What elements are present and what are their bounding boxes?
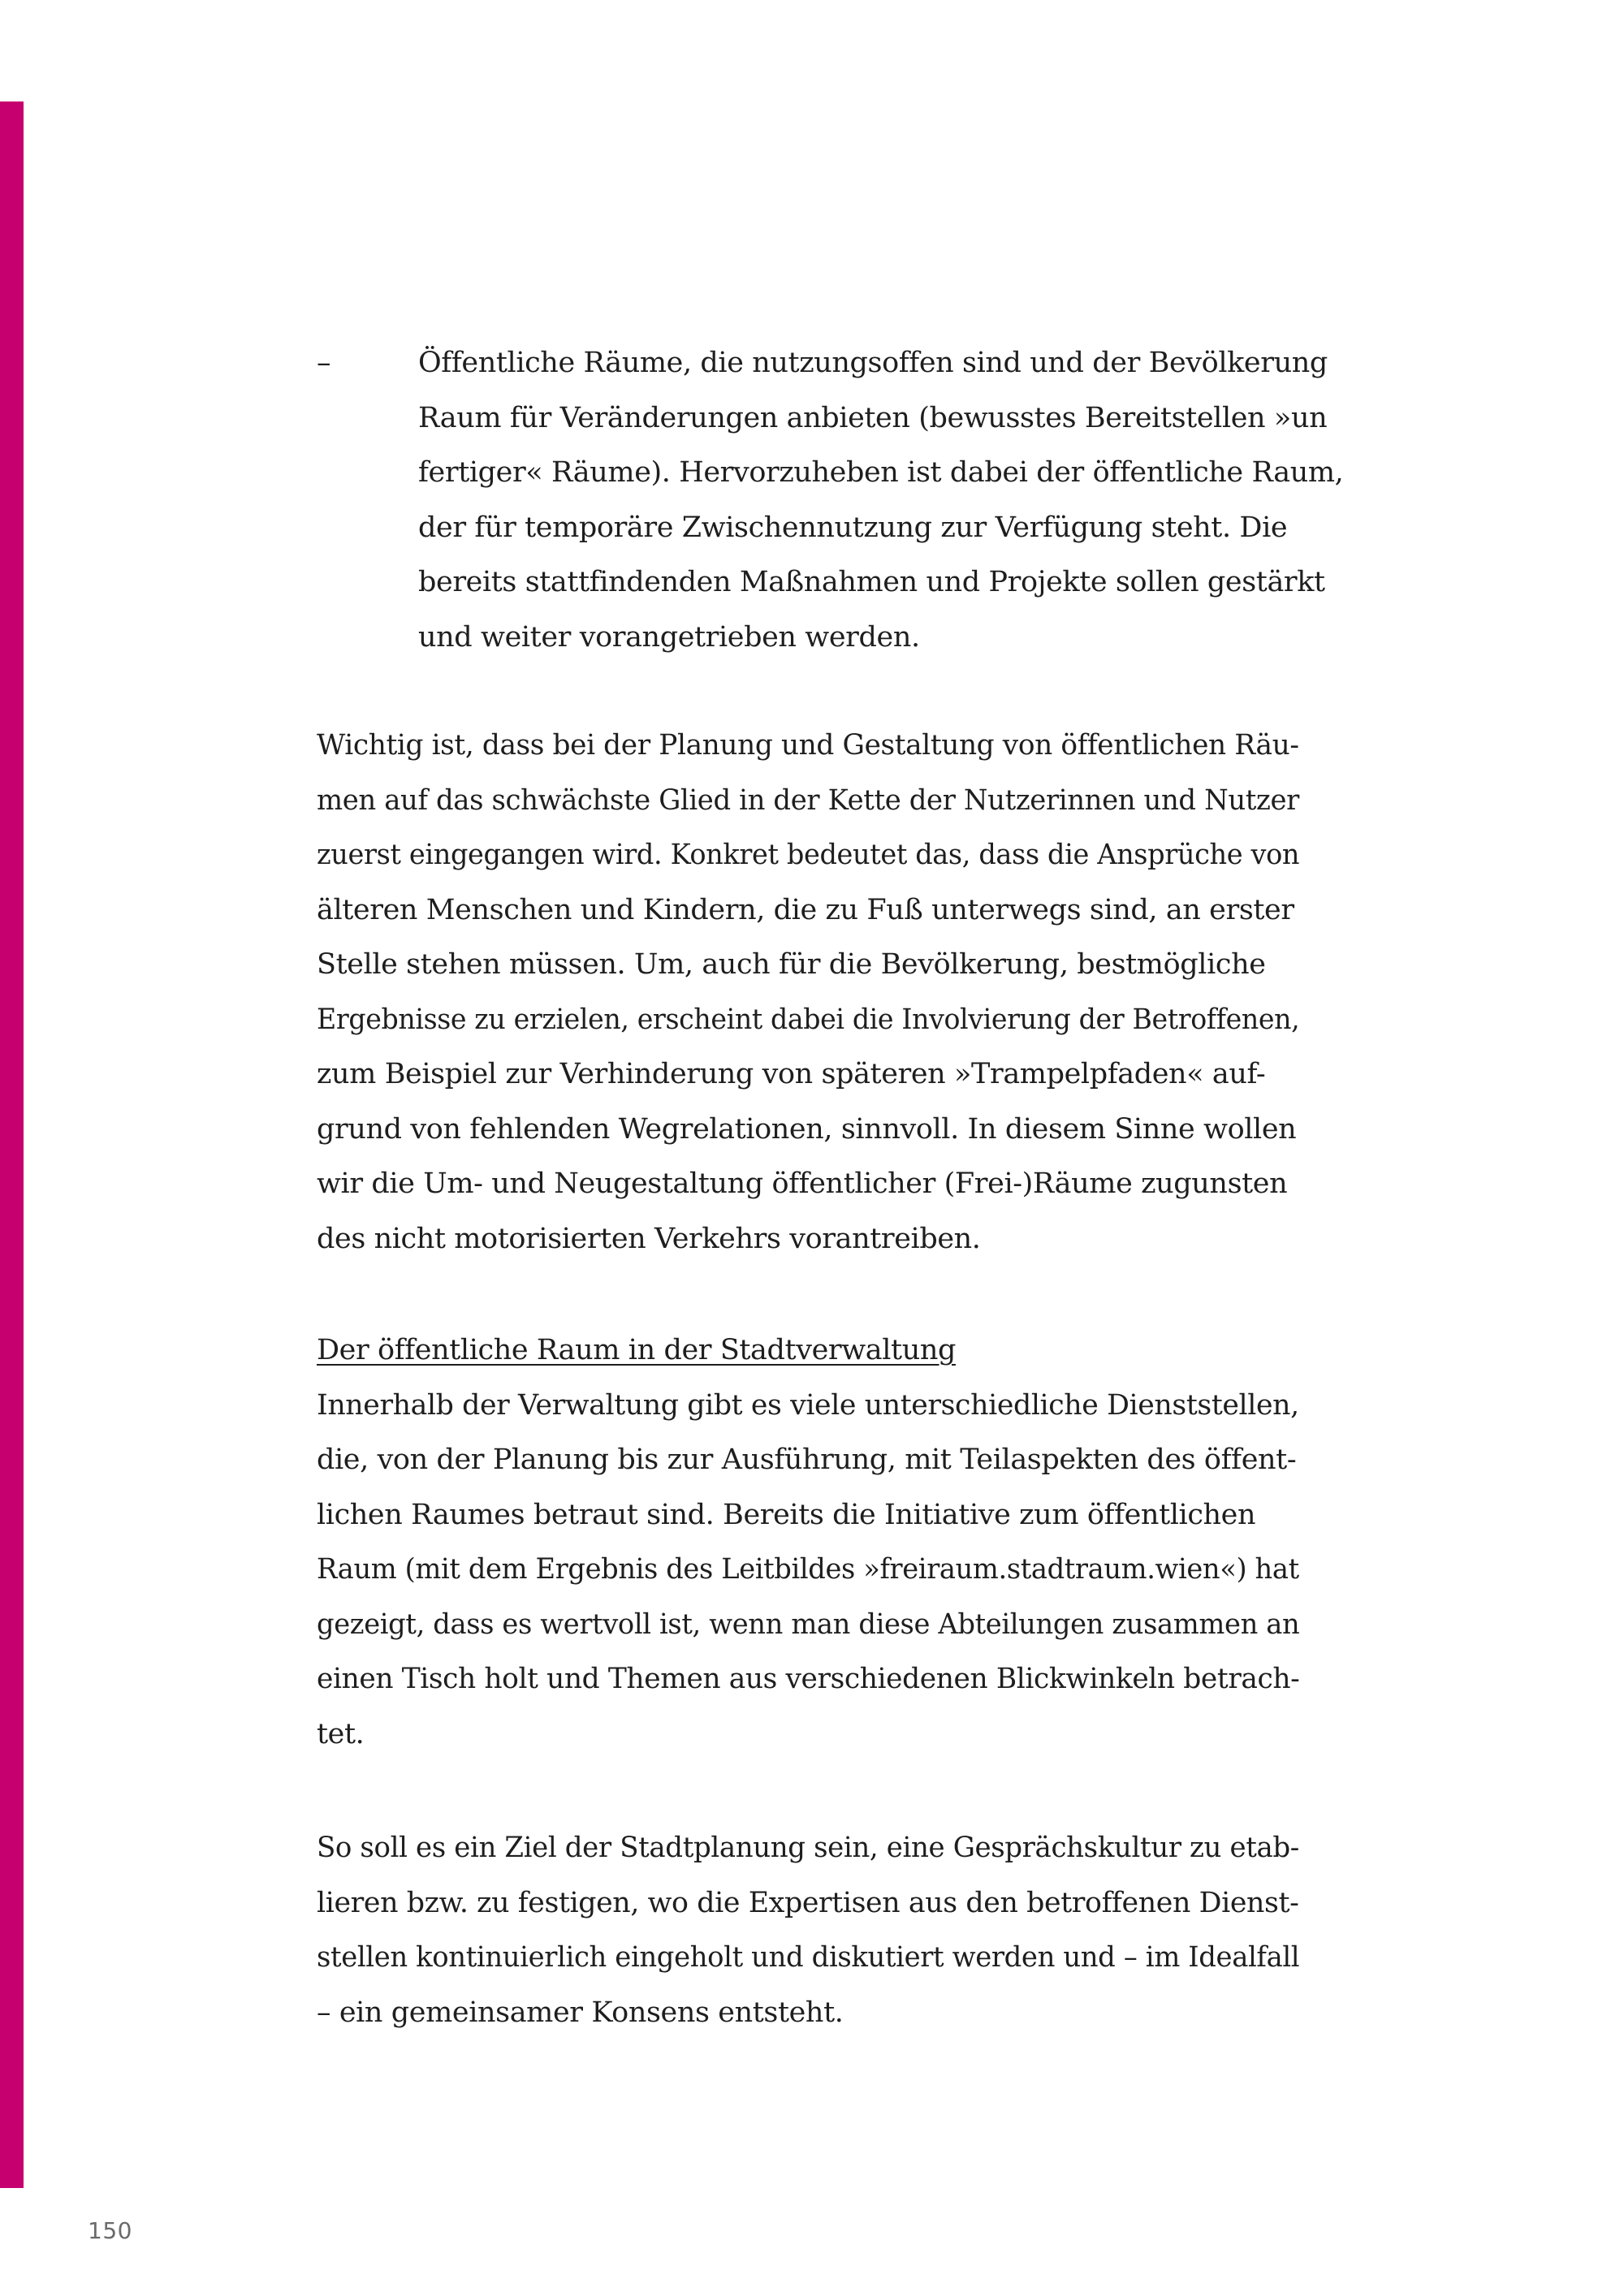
text-line: bereits stattfindenden Maßnahmen und Projekte sollen gestärkt: [418, 566, 1325, 598]
text-line: fertiger« Räume). Hervorzuheben ist dabei der öffentliche Raum,: [418, 456, 1344, 489]
text-line: Innerhalb der Verwaltung gibt es viele unterschiedliche Dienststellen,: [317, 1388, 1299, 1422]
text-line: der für temporäre Zwischennutzung zur Verfügung steht. Die: [418, 511, 1288, 544]
text-line: Wichtig ist, dass bei der Planung und Gestaltung von öffentlichen Räu-: [317, 729, 1299, 762]
text-line: zum Beispiel zur Verhinderung von späteren »Trampelpfaden« auf-: [317, 1058, 1266, 1090]
text-line: Stelle stehen müssen. Um, auch für die Bevölkerung, bestmögliche: [317, 948, 1266, 981]
text-line: die, von der Planung bis zur Ausführung, mit Teilaspekten des öffent-: [317, 1444, 1297, 1476]
text-line: stellen kontinuierlich eingeholt und diskutiert werden und – im Idealfall: [317, 1941, 1300, 1974]
bullet-text: [418, 336, 1343, 665]
text-line: und weiter vorangetrieben werden.: [418, 620, 920, 654]
text-line: – ein gemeinsamer Konsens entsteht.: [317, 1996, 844, 2029]
text-line: gezeigt, dass es wertvoll ist, wenn man diese Abteilungen zusammen an: [317, 1608, 1300, 1641]
text-line: lieren bzw. zu festigen, wo die Expertisen aus den betroffenen Dienst-: [317, 1886, 1299, 1919]
accent-sidebar: [0, 101, 24, 2188]
bullet-marker: –: [317, 347, 331, 379]
text-line: So soll es ein Ziel der Stadtplanung sein, eine Gesprächskultur zu etab-: [317, 1832, 1299, 1864]
text-line: des nicht motorisierten Verkehrs vorantreiben.: [317, 1222, 981, 1255]
text-line: Raum (mit dem Ergebnis des Leitbildes »freiraum.stadtraum.wien«) hat: [317, 1553, 1299, 1586]
paragraph-dialogue: [317, 1821, 1299, 2040]
section-heading: Der öffentliche Raum in der Stadtverwaltung: [317, 1334, 956, 1366]
section-administration: [317, 1323, 1299, 1762]
text-line: wir die Um- und Neugestaltung öffentlicher (Frei-)Räume zugunsten: [317, 1167, 1288, 1200]
text-line: lichen Raumes betraut sind. Bereits die Initiative zum öffentlichen: [317, 1498, 1256, 1531]
text-line: men auf das schwächste Glied in der Kette der Nutzerinnen und Nutzer: [317, 783, 1299, 817]
paragraph-planning: [317, 719, 1299, 1267]
text-line: Ergebnisse zu erzielen, erscheint dabei die Involvierung der Betroffenen,: [317, 1003, 1300, 1036]
text-line: zuerst eingegangen wird. Konkret bedeutet das, dass die Ansprüche von: [317, 839, 1300, 871]
page-number: 150: [88, 2217, 132, 2244]
text-line: Öffentliche Räume, die nutzungsoffen sind und der Bevölkerung: [418, 347, 1328, 379]
text-line: einen Tisch holt und Themen aus verschiedenen Blickwinkeln betrach-: [317, 1663, 1300, 1695]
text-line: grund von fehlenden Wegrelationen, sinnvoll. In diesem Sinne wollen: [317, 1112, 1297, 1146]
text-line: Raum für Veränderungen anbieten (bewusstes Bereitstellen »un: [418, 401, 1328, 434]
text-line: tet.: [317, 1717, 365, 1750]
text-line: älteren Menschen und Kindern, die zu Fuß unterwegs sind, an erster: [317, 893, 1294, 926]
